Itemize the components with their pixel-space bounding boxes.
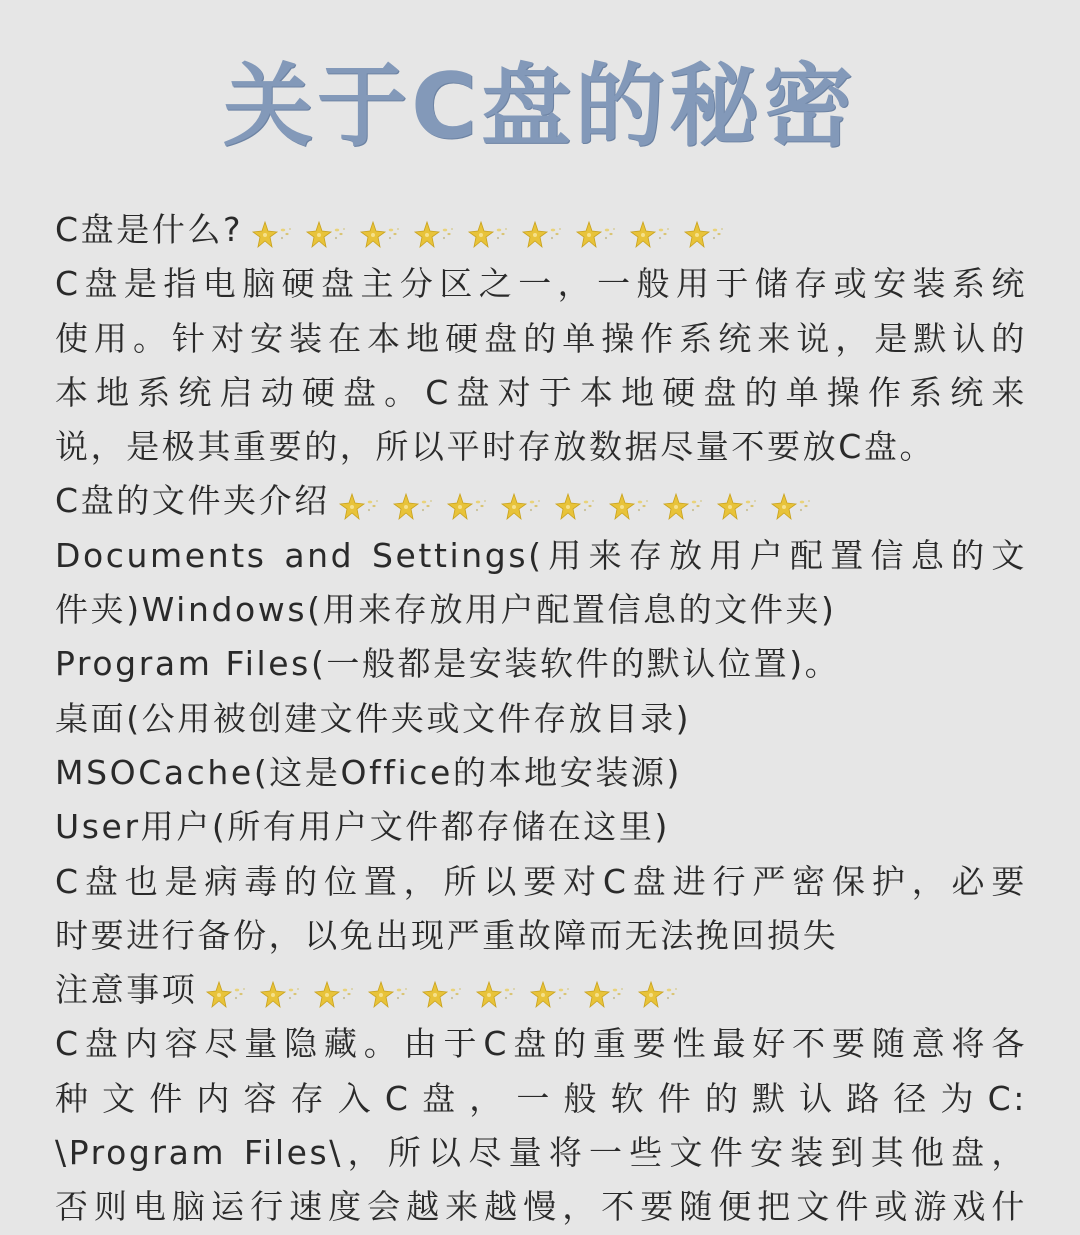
paragraph-line: User用户(所有用户文件都存储在这里): [55, 807, 670, 847]
gold-star-sparkle-icon: [336, 492, 390, 522]
gold-star-sparkle-icon: [627, 220, 681, 250]
gold-star-sparkle-icon: [519, 220, 573, 250]
gold-star-sparkle-icon: [635, 980, 689, 1010]
paragraph-line: \Program Files\，所以尽量将一些文件安装到其他盘，: [55, 1133, 1027, 1173]
paragraph-line: 本地系统启动硬盘。C盘对于本地硬盘的单操作系统来: [55, 372, 1027, 412]
gold-star-sparkle-icon: [257, 980, 311, 1010]
gold-star-sparkle-icon: [552, 492, 606, 522]
paragraph-line: Documents and Settings(用来存放用户配置信息的文: [55, 535, 1027, 575]
gold-star-sparkle-icon: [660, 492, 714, 522]
section-heading-folder-intro: [55, 474, 1027, 528]
gold-star-sparkle-icon: [465, 220, 519, 250]
gold-star-sparkle-icon: [411, 220, 465, 250]
paragraph-line: C盘是指电脑硬盘主分区之一，一般用于储存或安装系统: [55, 264, 1027, 304]
gold-star-sparkle-icon: [303, 220, 357, 250]
gold-star-sparkle-icon: [768, 492, 822, 522]
gold-star-sparkle-icon: [527, 980, 581, 1010]
paragraph-line: MSOCache(这是Office的本地安装源): [55, 752, 682, 792]
section-heading-text: C盘的文件夹介绍: [55, 481, 330, 521]
section-heading-text: C盘是什么?: [55, 210, 244, 249]
gold-star-sparkle-icon: [473, 980, 527, 1010]
gold-star-sparkle-icon: [606, 492, 660, 522]
paragraph-line: 否则电脑运行速度会越来越慢，不要随便把文件或游戏什: [55, 1187, 1027, 1227]
gold-star-sparkle-icon: [444, 492, 498, 522]
star-divider: [336, 492, 822, 522]
paragraph-line: Program Files(一般都是安装软件的默认位置)。: [55, 644, 841, 684]
gold-star-sparkle-icon: [249, 220, 303, 250]
section-heading-precautions: [55, 963, 1027, 1017]
gold-star-sparkle-icon: [203, 980, 257, 1010]
gold-star-sparkle-icon: [390, 492, 444, 522]
paragraph-line: 桌面(公用被创建文件夹或文件存放目录): [55, 698, 692, 738]
gold-star-sparkle-icon: [581, 980, 635, 1010]
paragraph-line: 件夹)Windows(用来存放用户配置信息的文件夹): [55, 590, 837, 630]
paragraph-line: C盘内容尽量隐藏。由于C盘的重要性最好不要随意将各: [55, 1024, 1027, 1064]
gold-star-sparkle-icon: [498, 492, 552, 522]
star-divider: [203, 980, 689, 1010]
section-heading-what-is-c-drive: [55, 203, 1027, 257]
paragraph-line: 使用。针对安装在本地硬盘的单操作系统来说，是默认的: [55, 318, 1027, 358]
page-title: 关于C盘的秘密: [222, 54, 858, 159]
gold-star-sparkle-icon: [573, 220, 627, 250]
paragraph-line: 时要进行备份，以免出现严重故障而无法挽回损失: [55, 915, 839, 955]
gold-star-sparkle-icon: [357, 220, 411, 250]
paragraph-line: C盘也是病毒的位置，所以要对C盘进行严密保护，必要: [55, 861, 1027, 901]
section-heading-text: 注意事项: [55, 970, 198, 1010]
star-divider: [249, 220, 735, 250]
paragraph-line: 种文件内容存入C盘，一般软件的默认路径为C:: [55, 1078, 1027, 1118]
gold-star-sparkle-icon: [681, 220, 735, 250]
gold-star-sparkle-icon: [365, 980, 419, 1010]
gold-star-sparkle-icon: [419, 980, 473, 1010]
article-body: [55, 203, 1027, 1235]
gold-star-sparkle-icon: [311, 980, 365, 1010]
paragraph-line: 说，是极其重要的，所以平时存放数据尽量不要放C盘。: [55, 427, 936, 467]
gold-star-sparkle-icon: [714, 492, 768, 522]
